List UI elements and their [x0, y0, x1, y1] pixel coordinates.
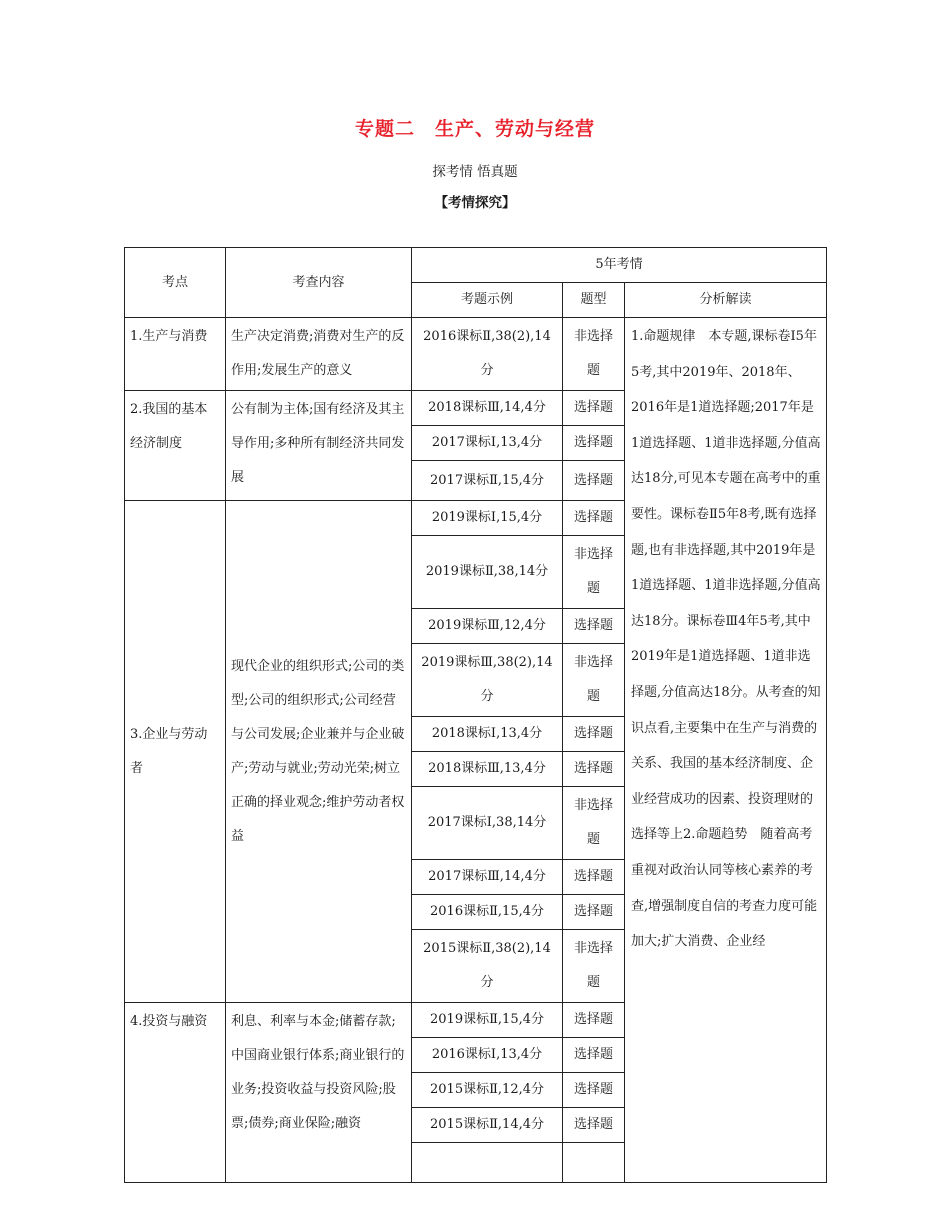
type-cell: 非选择题 [563, 787, 625, 860]
example-cell: 2015课标Ⅱ,14,4分 [412, 1108, 563, 1143]
content-cell: 生产决定消费;消费对生产的反作用;发展生产的意义 [226, 318, 412, 391]
header-content: 考查内容 [226, 248, 412, 318]
type-cell: 非选择题 [563, 930, 625, 1003]
example-cell: 2018课标Ⅲ,14,4分 [412, 391, 563, 426]
example-cell: 2017课标Ⅰ,13,4分 [412, 426, 563, 461]
example-cell: 2019课标Ⅰ,15,4分 [412, 501, 563, 536]
type-cell: 非选择题 [563, 644, 625, 717]
example-cell: 2017课标Ⅲ,14,4分 [412, 860, 563, 895]
content-cell: 利息、利率与本金;储蓄存款;中国商业银行体系;商业银行的业务;投资收益与投资风险;股票;债券;商业保险;融资 [226, 1003, 412, 1183]
topic-cell: 4.投资与融资 [125, 1003, 226, 1183]
example-cell: 2019课标Ⅱ,38,14分 [412, 536, 563, 609]
type-cell: 选择题 [563, 461, 625, 501]
type-cell: 选择题 [563, 1108, 625, 1143]
example-cell: 2019课标Ⅲ,38(2),14分 [412, 644, 563, 717]
type-cell: 选择题 [563, 860, 625, 895]
type-cell: 选择题 [563, 1073, 625, 1108]
type-cell: 选择题 [563, 895, 625, 930]
example-cell: 2018课标Ⅲ,13,4分 [412, 752, 563, 787]
analysis-cell: 1.命题规律 本专题,课标卷Ⅰ5年5考,其中2019年、2018年、2016年是1道选择题;2017年是1道选择题、1道非选择题,分值高达18分,可见本专题在高考中的重要性。课标卷Ⅱ5年8考,既有选择题,也有非选择题,其中2019年是1道选择题、1道非选择题,分值高达18分。课标卷Ⅲ4年5考,其中2019年是1道选择题、1道非选择题,分值高达18分。从考查的知识点看,主要集中在生产与消费的关系、我国的基本经济制度、企业经营成功的因素、投资理财的选择等上2.命题趋势 随着高考重视对政治认同等核心素养的考查,增强制度自信的考查力度可能加大;扩大消费、企业经 [625, 318, 827, 1183]
type-cell: 选择题 [563, 391, 625, 426]
header-analysis: 分析解读 [625, 283, 827, 318]
example-cell: 2016课标Ⅰ,13,4分 [412, 1038, 563, 1073]
header-example: 考题示例 [412, 283, 563, 318]
example-cell: 2018课标Ⅰ,13,4分 [412, 717, 563, 752]
content-cell: 现代企业的组织形式;公司的类型;公司的组织形式;公司经营与公司发展;企业兼并与企业破产;劳动与就业;劳动光荣;树立正确的择业观念;维护劳动者权益 [226, 501, 412, 1003]
example-cell: 2017课标Ⅱ,15,4分 [412, 461, 563, 501]
example-cell: 2019课标Ⅲ,12,4分 [412, 609, 563, 644]
header-point: 考点 [125, 248, 226, 318]
example-cell: 2015课标Ⅱ,38(2),14分 [412, 930, 563, 1003]
type-cell: 非选择题 [563, 536, 625, 609]
type-cell: 选择题 [563, 752, 625, 787]
empty-type-cell [563, 1143, 625, 1183]
example-cell: 2015课标Ⅱ,12,4分 [412, 1073, 563, 1108]
example-cell: 2019课标Ⅱ,15,4分 [412, 1003, 563, 1038]
type-cell: 选择题 [563, 1003, 625, 1038]
page-title: 专题二 生产、劳动与经营 [354, 118, 595, 140]
example-cell: 2016课标Ⅱ,15,4分 [412, 895, 563, 930]
type-cell: 选择题 [563, 717, 625, 752]
example-cell: 2017课标Ⅰ,38,14分 [412, 787, 563, 860]
type-cell: 非选择题 [563, 318, 625, 391]
empty-example-cell [412, 1143, 563, 1183]
topic-cell: 1.生产与消费 [125, 318, 226, 391]
exam-analysis-table [124, 247, 827, 1183]
header-five-year: 5年考情 [412, 248, 827, 283]
type-cell: 选择题 [563, 426, 625, 461]
type-cell: 选择题 [563, 609, 625, 644]
subtitle: 探考情 悟真题 [432, 164, 518, 180]
topic-cell: 3.企业与劳动者 [125, 501, 226, 1003]
type-cell: 选择题 [563, 501, 625, 536]
section-heading: 【考情探究】 [434, 195, 516, 211]
example-cell: 2016课标Ⅱ,38(2),14分 [412, 318, 563, 391]
type-cell: 选择题 [563, 1038, 625, 1073]
header-type: 题型 [563, 283, 625, 318]
topic-cell: 2.我国的基本经济制度 [125, 391, 226, 501]
content-cell: 公有制为主体;国有经济及其主导作用;多种所有制经济共同发展 [226, 391, 412, 501]
